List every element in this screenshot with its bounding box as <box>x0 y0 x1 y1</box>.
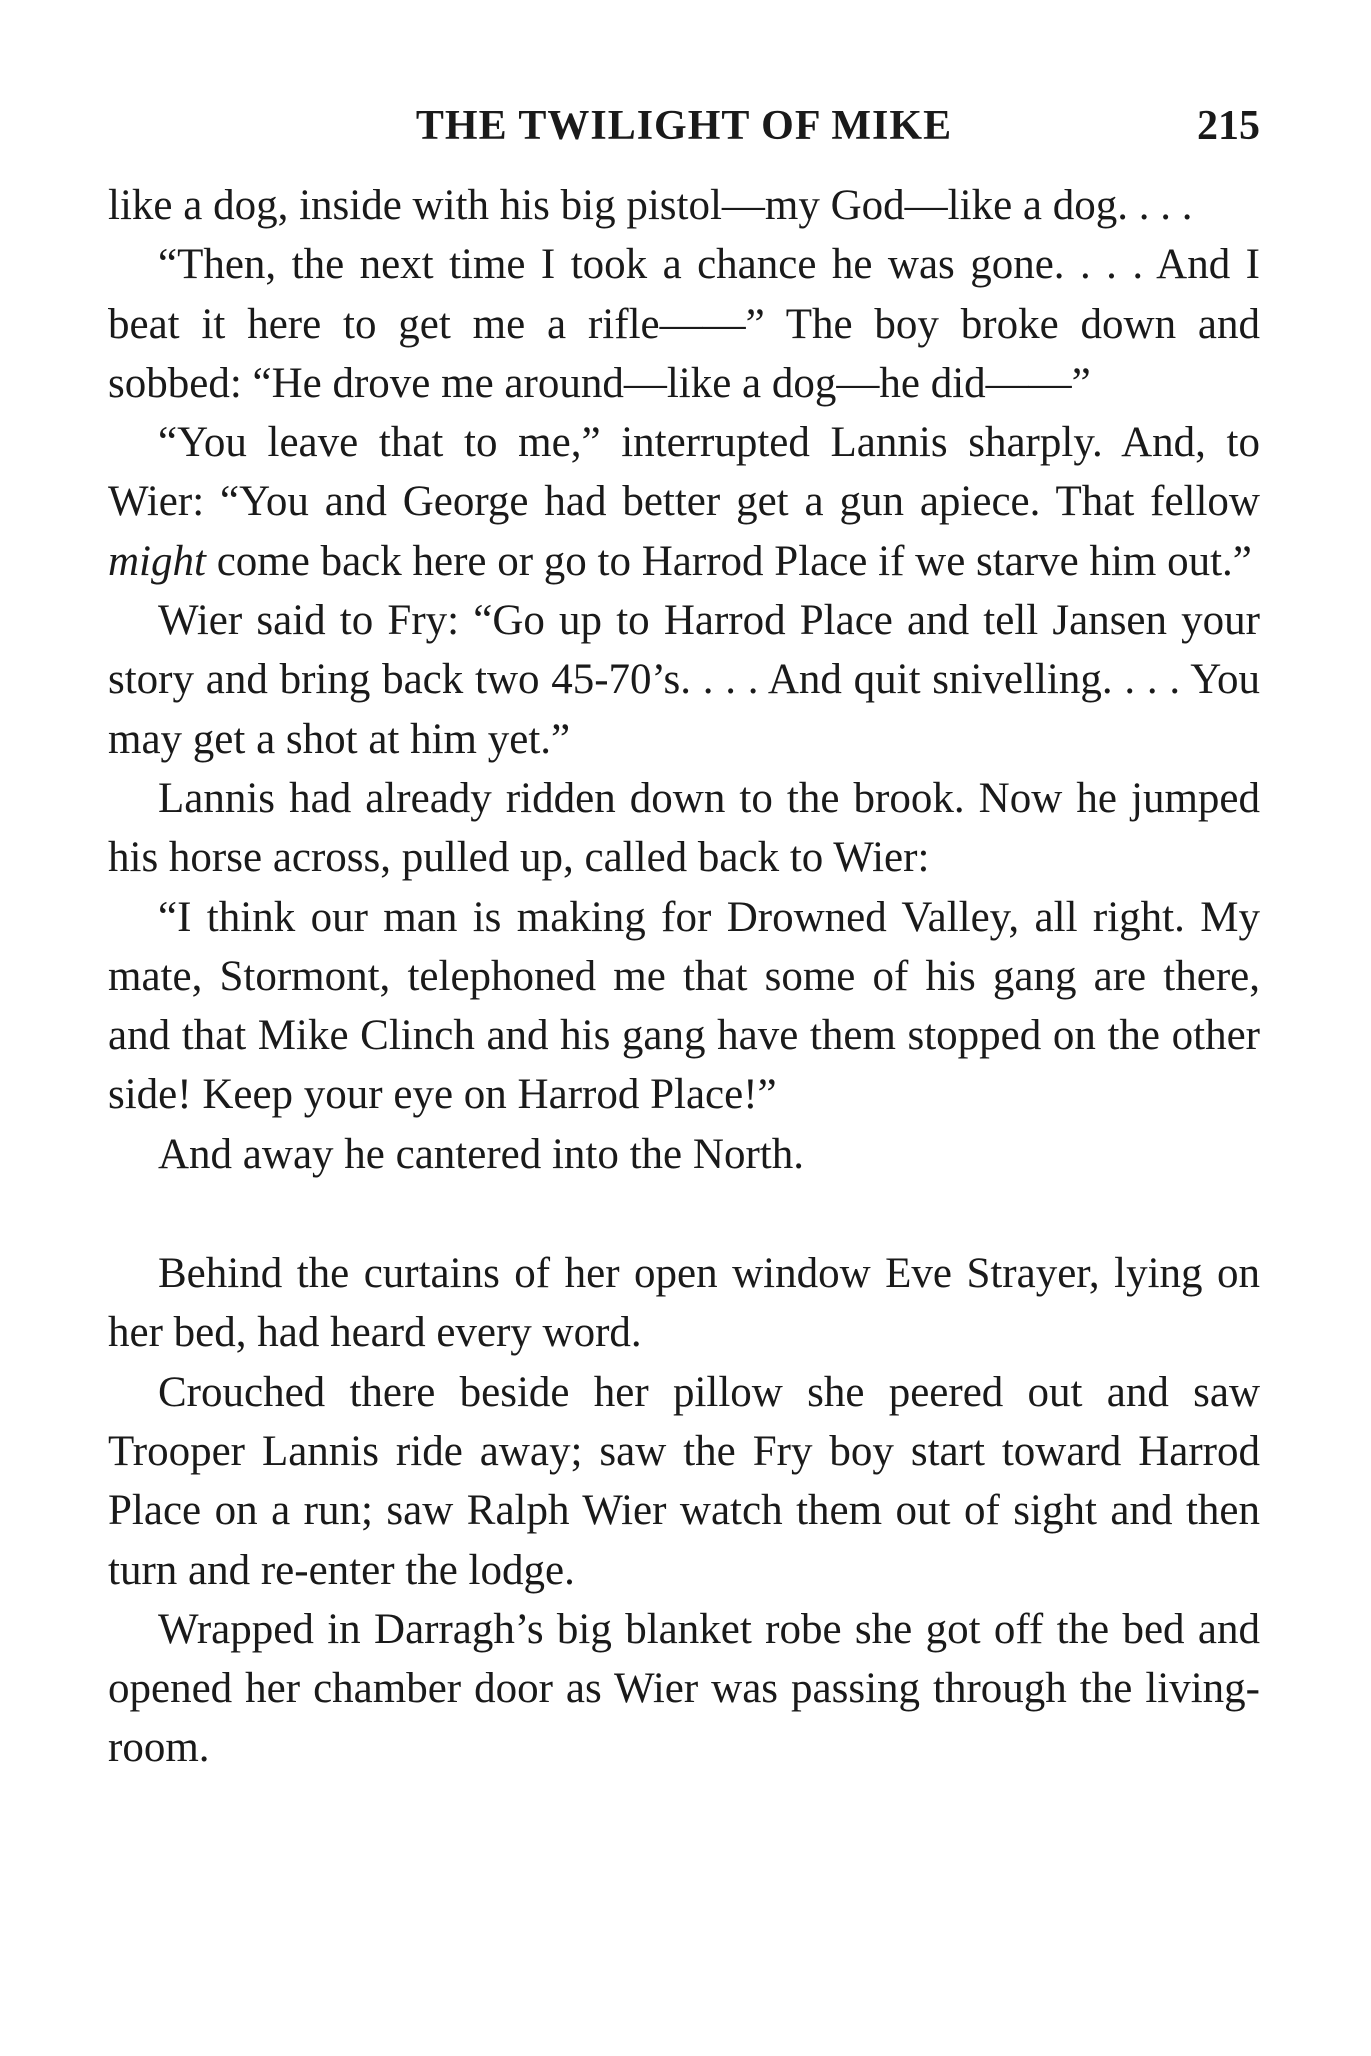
paragraph: Crouched there beside her pillow she peered out and saw Trooper Lannis ride away; saw the Fry boy start toward Harrod Place on a run; saw Ralph Wier watch them out of sight and then turn and re-enter the lodge. <box>108 1368 1260 1594</box>
italic-word: might <box>108 537 206 585</box>
paragraph: “Then, the next time I took a chance he was gone. . . . And I beat it here to get me a rifle——” The boy broke down and sobbed: “He drove me around—like a dog—he did——” <box>108 241 1260 407</box>
running-head <box>108 102 1260 152</box>
paragraph-section-start: Behind the curtains of her open window Eve Strayer, lying on her bed, had heard every word. <box>108 1250 1260 1357</box>
paragraph: Wrapped in Darragh’s big blanket robe she got off the bed and opened her chamber door as Wier was passing through the living-room. <box>108 1605 1260 1772</box>
body-text <box>108 176 1260 1778</box>
paragraph: “I think our man is making for Drowned Valley, all right. My mate, Stormont, telephoned me that some of his gang are there, and that Mike Clinch and his gang have them stopped on the other side! Keep your eye on Harrod Place!” <box>108 893 1260 1119</box>
paragraph <box>108 413 1260 591</box>
page-number: 215 <box>1197 103 1260 149</box>
paragraph: And away he cantered into the North. <box>158 1130 804 1178</box>
paragraph: Lannis had already ridden down to the brook. Now he jumped his horse across, pulled up, called back to Wier: <box>108 774 1260 882</box>
paragraph: Wier said to Fry: “Go up to Harrod Place and tell Jansen your story and bring back two 45-70’s. . . . And quit snivelling. . . . You may get a shot at him yet.” <box>108 597 1260 763</box>
paragraph-text-end: come back here or go to Harrod Place if we starve him out.” <box>205 537 1252 585</box>
paragraph-continuation: like a dog, inside with his big pistol—my God—like a dog. . . . <box>108 182 1193 229</box>
running-title: THE TWILIGHT OF MIKE <box>415 103 953 149</box>
paragraph-text: “You leave that to me,” interrupted Lannis sharply. And, to Wier: “You and George had better get a gun apiece. That fellow <box>108 419 1260 526</box>
